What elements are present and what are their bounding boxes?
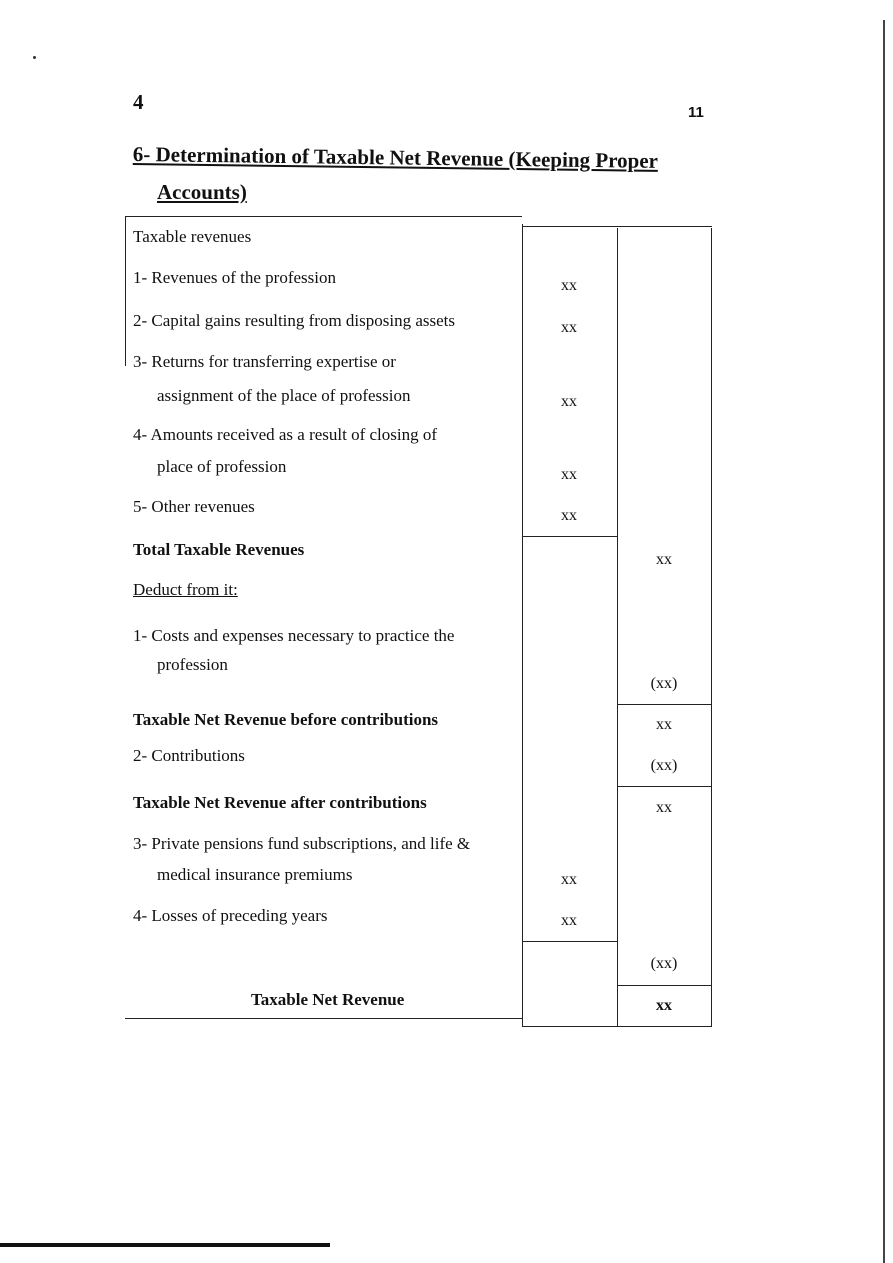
section-title-continued: Accounts) [157,180,247,204]
row-returns-expertise: 3- Returns for transferring expertise or [133,352,396,371]
value-contributions: (xx) [650,757,678,774]
rule-before-contributions [617,704,711,705]
value-revenues-profession: xx [561,277,577,294]
table-bottom-border [125,1018,522,1019]
row-total-taxable-revenues: Total Taxable Revenues [133,540,305,559]
page-number-right: 11 [688,104,704,121]
row-taxable-net-revenue: Taxable Net Revenue [251,990,405,1009]
value-total-taxable-revenues: xx [656,551,672,568]
value-capital-gains: xx [561,319,577,336]
row-pensions-insurance-cont: medical insurance premiums [157,865,353,884]
row-contributions: 2- Contributions [133,746,245,765]
row-net-after-contributions: Taxable Net Revenue after contributions [133,793,427,812]
rule-after-contributions [617,786,711,787]
value-net-after-contributions: xx [656,799,672,816]
value-costs-expenses: (xx) [650,675,678,692]
row-revenues-of-profession: 1- Revenues of the profession [133,268,337,287]
value-net-before-contributions: xx [656,716,672,733]
scan-edge-bar [0,1243,330,1247]
rule-deductions [522,941,617,942]
rule-final [617,985,711,986]
row-pensions-insurance: 3- Private pensions fund subscriptions, and life & [133,834,471,853]
table-top-border [125,216,522,217]
value-taxable-net-revenue: xx [656,997,672,1014]
row-amounts-closing: 4- Amounts received as a result of closing of [133,425,438,444]
value-deductions-total: (xx) [650,955,678,972]
row-costs-expenses: 1- Costs and expenses necessary to practice the [133,626,455,645]
rule-total-revenues [522,536,617,537]
row-returns-expertise-cont: assignment of the place of profession [157,386,411,405]
column-divider-2 [617,228,618,1026]
page-edge [883,20,885,1263]
table-left-border [125,216,126,366]
row-losses-preceding-years: 4- Losses of preceding years [133,906,328,925]
row-capital-gains: 2- Capital gains resulting from disposing assets [133,311,456,330]
column-divider-1 [522,224,523,1026]
table-top-border-right [522,226,712,227]
section-title: 6- Determination of Taxable Net Revenue (Keeping Proper [132,142,659,173]
speck [33,56,36,59]
value-losses: xx [561,912,577,929]
page-number-left: 4 [133,90,144,114]
row-deduct-from-it: Deduct from it: [133,580,238,599]
value-pensions-insurance: xx [561,871,577,888]
value-other-revenues: xx [561,507,577,524]
row-amounts-closing-cont: place of profession [157,457,287,476]
row-costs-expenses-cont: profession [157,655,228,674]
table-bottom-border-right [522,1026,712,1027]
row-net-before-contributions: Taxable Net Revenue before contributions [133,710,439,729]
table-right-border [711,228,712,1027]
value-returns-expertise: xx [561,393,577,410]
value-amounts-closing: xx [561,466,577,483]
row-taxable-revenues: Taxable revenues [133,227,252,246]
row-other-revenues: 5- Other revenues [133,497,255,516]
